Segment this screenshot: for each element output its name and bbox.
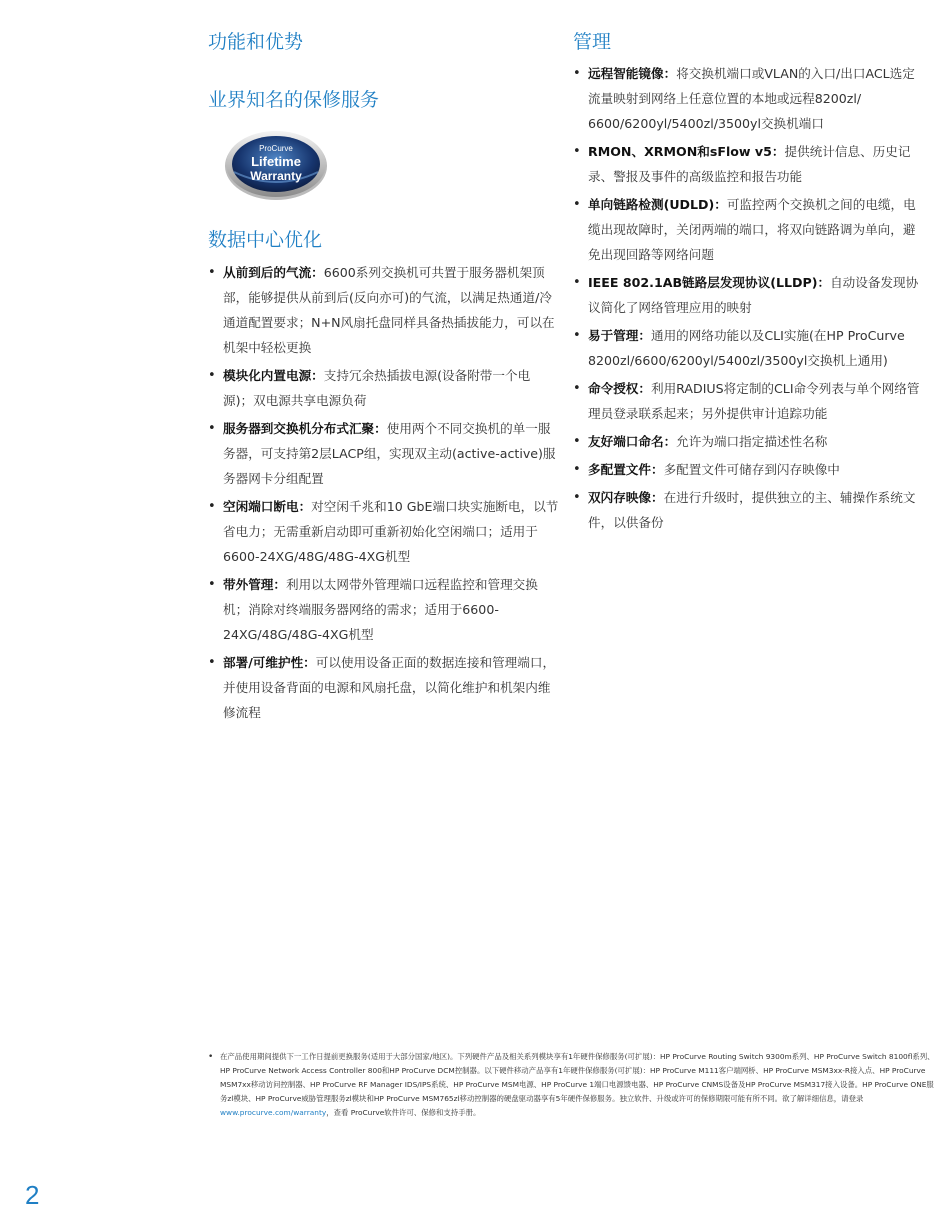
footnote-text: 在产品使用期间提供下一工作日提前更换服务(适用于大部分国家/地区)。下列硬件产品及相关系列模块享有1年硬件保修服务(可扩展)：HP ProCurve Routing Switch 9300m系列、HP ProCurve Switch 8100fl系列、HP ProCurve Network Access Controller 800和HP ProCurve DCM控制器。以下硬件移动产品享有1年硬件保修服务(可扩展)：HP ProCurve M111客户端网桥、HP ProCurve MSM3xx-R接入点、HP ProCurve MSM7xx移动访问控制器、HP ProCurve RF Manager IDS/IPS系统、HP ProCurve MSM电源、HP ProCurve 1端口电源馈电器、HP ProCurve CNMS设备及HP ProCurve MSM317接入设备。HP ProCurve ONE服务zl模块、HP ProCurve威胁管理服务zl模块和HP ProCurve MSM765zl移动控制器的硬盘驱动器享有5年硬件保修服务。独立软件、升级或许可的保修期限可能有所不同。欲了解详细信息，请登录 [220,1052,935,1103]
warranty-link[interactable]: www.procurve.com/warranty [220,1108,327,1117]
item-text: 可监控两个交换机之间的电缆，电缆出现故障时，关闭两端的端口，将双向链路调为单向，避免出现回路等网络问题 [588,197,916,262]
list-item [208,650,560,725]
item-label: 部署/可维护性： [223,655,316,670]
list-item [208,416,560,491]
list-item [573,61,925,136]
item-label: 命令授权： [588,381,651,396]
left-column [208,28,560,728]
item-text: 自动设备发现协议简化了网络管理应用的映射 [588,275,919,315]
item-label: 多配置文件： [588,462,664,477]
item-label: RMON、XRMON和sFlow v5： [588,144,785,159]
item-label: 从前到后的气流： [223,265,324,280]
item-label: 单向链路检测(UDLD)： [588,197,727,212]
badge-text-procurve: ProCurve [259,144,293,153]
item-label: 模块化内置电源： [223,368,324,383]
item-label: 友好端口命名： [588,434,677,449]
list-item [208,363,560,413]
datacenter-list [208,260,560,725]
item-text: 通用的网络功能以及CLI实施(在HP ProCurve 8200zl/6600/6200yl/5400zl/3500yl交换机上通用) [588,328,905,368]
procurve-lifetime-warranty-logo [220,124,560,220]
page-number: 2 [25,1180,40,1210]
item-label: 服务器到交换机分布式汇聚： [223,421,387,436]
item-text: 允许为端口指定描述性名称 [676,434,828,449]
item-text: 多配置文件可储存到闪存映像中 [663,462,840,477]
item-label: 远程智能镜像： [588,66,677,81]
footnote-text-end: ，查看 ProCurve软件许可、保修和支持手册。 [326,1108,481,1117]
section-title-management: 管理 [573,31,612,53]
list-item [573,270,925,320]
footnote [208,1050,938,1120]
item-label: 空闲端口断电： [223,499,312,514]
item-text: 可以使用设备正面的数据连接和管理端口，并使用设备背面的电源和风扇托盘，以简化维护和机架内维修流程 [223,655,556,720]
list-item [573,323,925,373]
section-title-features: 功能和优势 [208,31,304,53]
item-label: 双闪存映像： [588,490,664,505]
item-text: 在进行升级时，提供独立的主、辅操作系统文件，以供备份 [588,490,916,530]
item-text: 提供统计信息、历史记录、警报及事件的高级监控和报告功能 [588,144,911,184]
item-text: 利用RADIUS将定制的CLI命令列表与单个网络管理员登录联系起来；另外提供审计追踪功能 [588,381,920,421]
item-label: IEEE 802.1AB链路层发现协议(LLDP)： [588,275,831,290]
right-column [573,28,925,538]
section-title-datacenter: 数据中心优化 [208,229,323,251]
list-item [573,139,925,189]
section-title-warranty: 业界知名的保修服务 [208,89,380,111]
item-text: 将交换机端口或VLAN的入口/出口ACL选定流量映射到网络上任意位置的本地或远程8200zl/ 6600/6200yl/5400zl/3500yl交换机端口 [588,66,915,131]
badge-text-lifetime: Lifetime [251,154,301,169]
list-item [573,376,925,426]
item-text: 支持冗余热插拔电源(设备附带一个电源)；双电源共享电源负荷 [223,368,531,408]
item-label: 带外管理： [223,577,286,592]
list-item [208,572,560,647]
item-text: 6600系列交换机可共置于服务器机架顶部，能够提供从前到后(反向亦可)的气流，以满足热通道/冷通道配置要求；N+N风扇托盘同样具备热插拔能力，可以在机架中轻松更换 [223,265,555,355]
item-text: 对空闲千兆和10 GbE端口块实施断电，以节省电力；无需重新启动即可重新初始化空闲端口；适用于6600-24XG/48G/48G-4XG机型 [223,499,559,564]
badge-text-warranty: Warranty [250,169,302,183]
list-item [573,192,925,267]
list-item [573,457,925,482]
list-item [208,260,560,360]
management-list [573,61,925,535]
item-label: 易于管理： [588,328,651,343]
list-item [573,485,925,535]
item-text: 利用以太网带外管理端口远程监控和管理交换机；消除对终端服务器网络的需求；适用于6600-24XG/48G/48G-4XG机型 [223,577,538,642]
list-item [573,429,925,454]
list-item [208,494,560,569]
item-text: 使用两个不同交换机的单一服务器，可支持第2层LACP组，实现双主动(active-active)服务器网卡分组配置 [223,421,556,486]
